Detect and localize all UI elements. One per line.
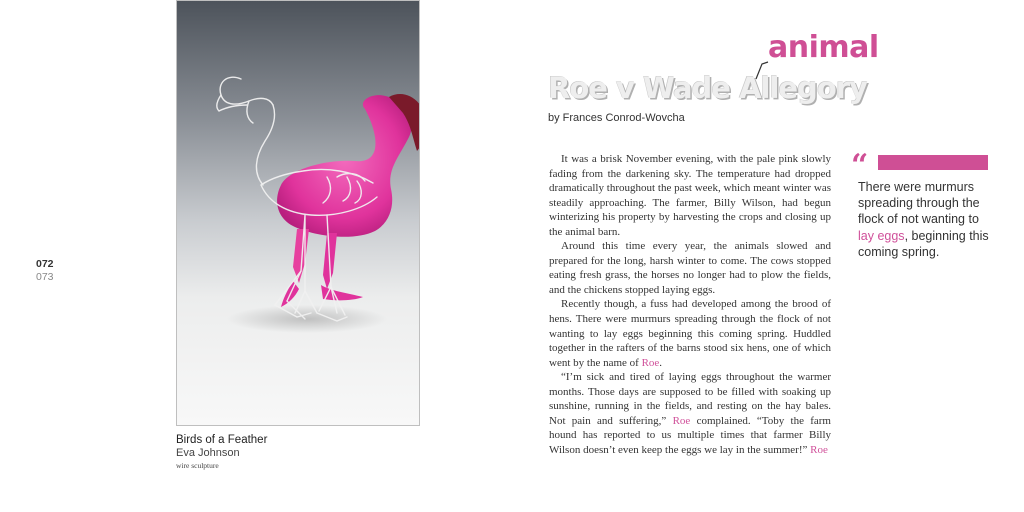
artwork-title: Birds of a Feather	[176, 434, 268, 446]
character-name-roe: Roe	[672, 414, 691, 427]
article-headline: Roe v Wade Allegory	[548, 71, 867, 105]
paragraph: It was a brisk November evening, with the pale pink slowly fading from the darkening sky. The temperature had dropped dramatically throughout the past week, which meant winter was steadily approaching. The farmer, Billy Wilson, had begun winterizing his property by harvesting the crops and closing up the animal barn.	[549, 153, 831, 238]
article-byline: by Frances Conrod-Wovcha	[548, 112, 685, 124]
page-numbers	[36, 258, 54, 284]
paragraph: Around this time every year, the animals slowed and prepared for the long, harsh winter to come. The cows stopped eating fresh grass, the horses no longer had to plow the fields, and the chickens stopped laying eggs.	[549, 240, 831, 296]
headline-block	[548, 28, 968, 112]
article-body	[549, 152, 831, 457]
character-name-roe: Roe	[810, 443, 828, 456]
page-number-facing: 073	[36, 271, 54, 283]
flamingo-sculpture-image	[177, 1, 420, 426]
pull-quote-text: There were murmurs spreading through the flock of not wanting to lay eggs, beginning this coming spring.	[858, 180, 989, 259]
quote-marks-icon: “	[851, 148, 869, 183]
pull-quote-highlight: lay eggs	[858, 228, 905, 243]
pull-quote-accent-bar	[878, 155, 988, 170]
artwork-caption	[176, 433, 426, 471]
artwork-artist: Eva Johnson	[176, 447, 240, 459]
artwork-medium: wire sculpture	[176, 461, 219, 470]
paragraph: Recently though, a fuss had developed among the brood of hens. There were murmurs spreading through the flock of not wanting to lay eggs beginning this coming spring. Huddled together in the rafters of the barns stood six hens, one of which went by the name of Roe.	[549, 298, 831, 369]
headline-inserted-word: animal	[768, 30, 879, 65]
paragraph: “I’m sick and tired of laying eggs throughout the warmer months. Those days are supposed to be filled with soaking up sunshine, running in the fields, and resting on the hay bales. Not pain and suffering,” Roe complained. “Toby the farm hound has reported to us multiple times that farmer Billy Wilson doesn’t even keep the eggs we lay in the summer!” Roe	[549, 371, 831, 456]
page-number-current: 072	[36, 258, 54, 270]
character-name-roe: Roe	[641, 356, 660, 369]
artwork-photo	[176, 0, 420, 426]
